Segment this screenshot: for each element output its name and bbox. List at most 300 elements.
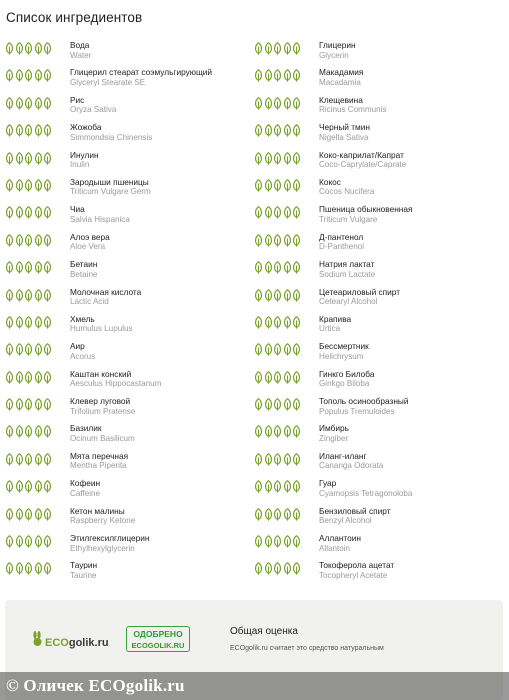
ingredient-latin-name: Glycerin: [319, 50, 349, 60]
green-leaf-icon: [264, 316, 273, 329]
ingredient-latin-name: Humulus Lupulus: [70, 324, 133, 334]
green-leaf-icon: [24, 453, 33, 466]
ingredient-row[interactable]: [254, 202, 504, 229]
ingredient-latin-name: Nigella Sativa: [319, 132, 369, 142]
green-leaf-icon: [5, 234, 14, 247]
ingredient-row[interactable]: [254, 476, 504, 503]
ingredient-row[interactable]: [254, 93, 504, 120]
green-leaf-icon: [34, 480, 43, 493]
green-leaf-icon: [254, 398, 263, 411]
green-leaf-icon: [292, 206, 301, 219]
green-leaf-icon: [15, 124, 24, 137]
ingredient-latin-name: Cetearyl Alcohol: [319, 297, 378, 307]
green-leaf-icon: [5, 453, 14, 466]
green-leaf-icon: [5, 425, 14, 438]
green-leaf-icon: [292, 371, 301, 384]
ingredient-name: Иланг-иланг: [319, 450, 367, 461]
ingredient-row[interactable]: [5, 120, 255, 147]
green-leaf-icon: [34, 152, 43, 165]
green-leaf-icon: [34, 179, 43, 192]
ingredient-row[interactable]: [5, 65, 255, 92]
ingredient-name: Имбирь: [319, 423, 349, 434]
ingredient-rating: [254, 343, 302, 356]
ingredient-name: Кокос: [319, 176, 341, 187]
ingredient-row[interactable]: [5, 394, 255, 421]
ingredient-rating: [254, 371, 302, 384]
green-leaf-icon: [34, 425, 43, 438]
green-leaf-icon: [34, 508, 43, 521]
ingredient-name: Хмель: [70, 313, 95, 324]
green-leaf-icon: [15, 234, 24, 247]
green-leaf-icon: [254, 152, 263, 165]
ingredient-latin-name: Trifolium Pratense: [70, 406, 136, 416]
ingredient-name: Зародыши пшеницы: [70, 176, 149, 187]
ecogolik-logo[interactable]: [31, 631, 109, 649]
green-leaf-icon: [15, 42, 24, 55]
green-leaf-icon: [273, 152, 282, 165]
ingredient-row[interactable]: [254, 120, 504, 147]
green-leaf-icon: [254, 343, 263, 356]
green-leaf-icon: [264, 234, 273, 247]
ingredient-name: Молочная кислота: [70, 286, 142, 297]
green-leaf-icon: [34, 398, 43, 411]
green-leaf-icon: [43, 97, 52, 110]
green-leaf-icon: [34, 316, 43, 329]
ingredient-name: Вода: [70, 40, 90, 50]
green-leaf-icon: [43, 179, 52, 192]
green-leaf-icon: [283, 453, 292, 466]
green-leaf-icon: [43, 316, 52, 329]
ingredient-rating: [254, 234, 302, 247]
green-leaf-icon: [264, 453, 273, 466]
ingredient-rating: [5, 42, 53, 55]
ingredient-rating: [254, 206, 302, 219]
green-leaf-icon: [264, 261, 273, 274]
ingredient-rating: [254, 42, 302, 55]
ingredient-name: Таурин: [70, 560, 98, 571]
ingredient-name: Базилик: [70, 423, 102, 434]
green-leaf-icon: [34, 124, 43, 137]
green-leaf-icon: [273, 343, 282, 356]
green-leaf-icon: [5, 562, 14, 575]
ingredient-row[interactable]: [254, 531, 504, 558]
ingredient-rating: [254, 535, 302, 548]
ingredient-latin-name: Ginkgo Biloba: [319, 379, 370, 389]
green-leaf-icon: [264, 535, 273, 548]
ingredient-rating: [254, 289, 302, 302]
ingredient-name: Алоэ вера: [70, 231, 110, 242]
green-leaf-icon: [254, 508, 263, 521]
green-leaf-icon: [15, 179, 24, 192]
green-leaf-icon: [292, 97, 301, 110]
ingredient-rating: [5, 289, 53, 302]
green-leaf-icon: [292, 152, 301, 165]
green-leaf-icon: [273, 398, 282, 411]
green-leaf-icon: [43, 42, 52, 55]
ingredient-name: Клевер луговой: [70, 396, 131, 407]
ingredient-row[interactable]: [5, 202, 255, 229]
ingredients-column-right: [254, 38, 504, 586]
ingredient-name: Чиа: [70, 204, 85, 215]
green-leaf-icon: [24, 371, 33, 384]
green-leaf-icon: [264, 425, 273, 438]
green-leaf-icon: [34, 535, 43, 548]
ingredient-row[interactable]: [5, 148, 255, 175]
ingredient-name: Бетаин: [70, 259, 98, 270]
green-leaf-icon: [15, 69, 24, 82]
green-leaf-icon: [34, 42, 43, 55]
ingredient-latin-name: Macadamia: [319, 77, 361, 87]
ingredient-row[interactable]: [5, 312, 255, 339]
ingredient-name: Аллантоин: [319, 533, 361, 544]
ingredient-name: Жожоба: [70, 122, 102, 133]
green-leaf-icon: [283, 124, 292, 137]
ingredient-name: Д-пантенол: [319, 231, 364, 242]
green-leaf-icon: [264, 152, 273, 165]
ingredient-row[interactable]: [5, 230, 255, 257]
green-leaf-icon: [24, 124, 33, 137]
green-leaf-icon: [283, 562, 292, 575]
ingredient-name: Кофеин: [70, 478, 101, 489]
green-leaf-icon: [15, 398, 24, 411]
green-leaf-icon: [43, 562, 52, 575]
green-leaf-icon: [34, 206, 43, 219]
green-leaf-icon: [5, 371, 14, 384]
green-leaf-icon: [254, 425, 263, 438]
ingredient-name: Каштан конский: [70, 368, 132, 379]
green-leaf-icon: [24, 343, 33, 356]
ingredient-latin-name: Lactic Acid: [70, 297, 109, 307]
ingredient-row[interactable]: [254, 394, 504, 421]
ingredient-latin-name: Mentha Piperita: [70, 461, 127, 471]
green-leaf-icon: [43, 152, 52, 165]
ingredient-rating: [254, 508, 302, 521]
green-leaf-icon: [43, 206, 52, 219]
green-leaf-icon: [273, 42, 282, 55]
ingredient-name: Инулин: [70, 149, 99, 160]
ingredient-latin-name: Ethylhexylglycerin: [70, 543, 135, 553]
ingredient-name: Глицерил стеарат соэмульгирующий: [70, 67, 213, 78]
green-leaf-icon: [292, 535, 301, 548]
ingredient-rating: [5, 398, 53, 411]
green-leaf-icon: [34, 289, 43, 302]
ingredient-row[interactable]: [5, 421, 255, 448]
ingredient-row[interactable]: [254, 285, 504, 312]
ingredient-latin-name: Triticum Vulgare: [319, 214, 378, 224]
green-leaf-icon: [34, 562, 43, 575]
badge-line-1: ОДОБРЕНО: [133, 629, 183, 639]
ingredient-latin-name: Populus Tremuloides: [319, 406, 395, 416]
green-leaf-icon: [24, 508, 33, 521]
green-leaf-icon: [292, 179, 301, 192]
ingredient-row[interactable]: [5, 38, 255, 65]
green-leaf-icon: [43, 425, 52, 438]
ingredient-rating: [5, 480, 53, 493]
green-leaf-icon: [5, 97, 14, 110]
green-leaf-icon: [292, 453, 301, 466]
green-leaf-icon: [15, 480, 24, 493]
green-leaf-icon: [264, 69, 273, 82]
green-leaf-icon: [24, 152, 33, 165]
green-leaf-icon: [254, 97, 263, 110]
ingredient-rating: [5, 206, 53, 219]
ingredient-rating: [5, 97, 53, 110]
ingredient-latin-name: Salvia Hispanica: [70, 214, 130, 224]
green-leaf-icon: [24, 97, 33, 110]
ingredient-row[interactable]: [254, 504, 504, 531]
ingredient-rating: [5, 453, 53, 466]
green-leaf-icon: [264, 42, 273, 55]
green-leaf-icon: [283, 371, 292, 384]
ingredient-rating: [5, 316, 53, 329]
ingredient-latin-name: Allantoin: [319, 543, 351, 553]
ingredient-rating: [254, 480, 302, 493]
ingredient-latin-name: Taurine: [70, 570, 97, 580]
green-leaf-icon: [15, 97, 24, 110]
ingredient-row[interactable]: [254, 175, 504, 202]
ingredient-row[interactable]: [5, 504, 255, 531]
ingredient-latin-name: Helichrysum: [319, 351, 364, 361]
ingredient-name: Коко-каприлат/Капрат: [319, 149, 404, 160]
green-leaf-icon: [15, 343, 24, 356]
ingredient-rating: [254, 425, 302, 438]
ingredient-name: Аир: [70, 341, 85, 352]
green-leaf-icon: [34, 453, 43, 466]
ingredient-rating: [254, 97, 302, 110]
ingredient-rating: [5, 535, 53, 548]
ingredient-latin-name: Inulin: [70, 160, 90, 170]
green-leaf-icon: [273, 508, 282, 521]
green-leaf-icon: [34, 343, 43, 356]
ingredient-row[interactable]: [254, 38, 504, 65]
ingredient-name: Натрия лактат: [319, 259, 375, 270]
green-leaf-icon: [292, 261, 301, 274]
green-leaf-icon: [5, 261, 14, 274]
ingredient-rating: [254, 562, 302, 575]
green-leaf-icon: [283, 179, 292, 192]
ingredient-name: Цетеариловый спирт: [319, 286, 401, 297]
green-leaf-icon: [254, 289, 263, 302]
ingredient-latin-name: Cocos Nucifera: [319, 187, 375, 197]
ingredient-name: Кетон малины: [70, 505, 125, 516]
ingredient-rating: [5, 152, 53, 165]
green-leaf-icon: [254, 562, 263, 575]
green-leaf-icon: [5, 343, 14, 356]
green-leaf-icon: [34, 69, 43, 82]
green-leaf-icon: [273, 535, 282, 548]
green-leaf-icon: [283, 152, 292, 165]
ingredient-row[interactable]: [5, 449, 255, 476]
green-leaf-icon: [283, 398, 292, 411]
green-leaf-icon: [283, 261, 292, 274]
ingredient-name: Бессмертник: [319, 341, 369, 352]
green-leaf-icon: [283, 289, 292, 302]
green-leaf-icon: [43, 398, 52, 411]
green-leaf-icon: [292, 343, 301, 356]
rabbit-icon: [31, 631, 45, 649]
ingredient-rating: [5, 179, 53, 192]
green-leaf-icon: [283, 316, 292, 329]
ingredient-latin-name: Urtica: [319, 324, 341, 334]
ingredient-rating: [5, 124, 53, 137]
ingredient-name: Крапива: [319, 313, 352, 324]
green-leaf-icon: [292, 425, 301, 438]
green-leaf-icon: [24, 480, 33, 493]
ingredient-name: Тополь осинообразный: [319, 396, 409, 407]
ingredient-row[interactable]: [5, 339, 255, 366]
green-leaf-icon: [283, 480, 292, 493]
green-leaf-icon: [15, 289, 24, 302]
green-leaf-icon: [254, 179, 263, 192]
ingredient-row[interactable]: [254, 230, 504, 257]
ingredient-latin-name: Cyamopsis Tetragonoloba: [319, 488, 413, 498]
ingredient-row[interactable]: [5, 285, 255, 312]
green-leaf-icon: [254, 69, 263, 82]
ingredient-name: Гинкго Билоба: [319, 368, 375, 379]
green-leaf-icon: [34, 261, 43, 274]
ingredient-latin-name: Ricinus Communis: [319, 105, 387, 115]
ingredient-row[interactable]: [254, 367, 504, 394]
ingredient-rating: [254, 453, 302, 466]
green-leaf-icon: [43, 261, 52, 274]
ingredient-name: Черный тмин: [319, 122, 370, 133]
ingredient-latin-name: Tocopheryl Acetate: [319, 570, 388, 580]
ingredient-name: Клещевина: [319, 94, 363, 105]
green-leaf-icon: [43, 124, 52, 137]
ingredient-row[interactable]: [254, 65, 504, 92]
ingredient-name: Мята перечная: [70, 450, 129, 461]
ingredient-rating: [5, 371, 53, 384]
green-leaf-icon: [254, 480, 263, 493]
green-leaf-icon: [15, 152, 24, 165]
ingredient-row[interactable]: [5, 257, 255, 284]
green-leaf-icon: [292, 562, 301, 575]
ingredient-rating: [254, 261, 302, 274]
ingredient-latin-name: Zingiber: [319, 433, 349, 443]
ingredient-rating: [5, 261, 53, 274]
ingredient-row[interactable]: [254, 339, 504, 366]
ingredient-rating: [254, 69, 302, 82]
green-leaf-icon: [254, 261, 263, 274]
ingredient-latin-name: Aesculus Hippocastanum: [70, 379, 162, 389]
ingredient-latin-name: Caffeine: [70, 488, 100, 498]
overall-rating-description: ECOgolik.ru считает это средство натуральным: [230, 645, 384, 652]
ingredient-row[interactable]: [5, 175, 255, 202]
green-leaf-icon: [283, 343, 292, 356]
green-leaf-icon: [43, 508, 52, 521]
green-leaf-icon: [5, 289, 14, 302]
ingredient-latin-name: Benzyl Alcohol: [319, 516, 372, 526]
green-leaf-icon: [283, 508, 292, 521]
ingredient-rating: [254, 179, 302, 192]
ingredient-row[interactable]: [5, 367, 255, 394]
green-leaf-icon: [15, 535, 24, 548]
green-leaf-icon: [43, 480, 52, 493]
green-leaf-icon: [5, 206, 14, 219]
green-leaf-icon: [43, 69, 52, 82]
green-leaf-icon: [264, 398, 273, 411]
green-leaf-icon: [292, 508, 301, 521]
ingredient-row[interactable]: [5, 93, 255, 120]
green-leaf-icon: [264, 97, 273, 110]
ingredient-rating: [254, 316, 302, 329]
badge-line-2: ECOGOLIK.RU: [131, 641, 185, 650]
green-leaf-icon: [254, 206, 263, 219]
ingredient-row[interactable]: [254, 312, 504, 339]
ingredient-latin-name: Acorus: [70, 351, 96, 361]
green-leaf-icon: [273, 97, 282, 110]
ingredient-row[interactable]: [254, 148, 504, 175]
ingredient-row[interactable]: [5, 531, 255, 558]
ingredient-rating: [5, 508, 53, 521]
ingredient-name: Глицерин: [319, 40, 356, 50]
green-leaf-icon: [43, 234, 52, 247]
ingredient-rating: [5, 425, 53, 438]
green-leaf-icon: [5, 124, 14, 137]
green-leaf-icon: [24, 535, 33, 548]
green-leaf-icon: [264, 480, 273, 493]
green-leaf-icon: [34, 234, 43, 247]
green-leaf-icon: [292, 234, 301, 247]
ingredient-rating: [254, 398, 302, 411]
green-leaf-icon: [273, 480, 282, 493]
approved-badge: [126, 626, 190, 652]
green-leaf-icon: [5, 69, 14, 82]
green-leaf-icon: [273, 261, 282, 274]
ingredient-name: Рис: [70, 94, 85, 105]
green-leaf-icon: [43, 453, 52, 466]
green-leaf-icon: [292, 42, 301, 55]
ingredient-row[interactable]: [254, 421, 504, 448]
ingredient-name: Гуар: [319, 478, 337, 489]
green-leaf-icon: [254, 42, 263, 55]
logo-text: ECOgolik.ru: [45, 637, 109, 649]
green-leaf-icon: [273, 371, 282, 384]
green-leaf-icon: [264, 206, 273, 219]
green-leaf-icon: [273, 289, 282, 302]
green-leaf-icon: [5, 179, 14, 192]
ingredient-row[interactable]: [254, 449, 504, 476]
green-leaf-icon: [283, 97, 292, 110]
green-leaf-icon: [273, 425, 282, 438]
green-leaf-icon: [264, 289, 273, 302]
green-leaf-icon: [283, 69, 292, 82]
green-leaf-icon: [43, 289, 52, 302]
green-leaf-icon: [254, 371, 263, 384]
ingredient-row[interactable]: [254, 558, 504, 585]
green-leaf-icon: [273, 453, 282, 466]
green-leaf-icon: [5, 480, 14, 493]
ingredient-name: Пшеница обыкновенная: [319, 204, 413, 215]
ingredient-rating: [5, 343, 53, 356]
green-leaf-icon: [24, 234, 33, 247]
ingredient-rating: [254, 152, 302, 165]
green-leaf-icon: [5, 508, 14, 521]
ingredient-row[interactable]: [254, 257, 504, 284]
ingredient-rating: [5, 69, 53, 82]
green-leaf-icon: [5, 535, 14, 548]
ingredient-row[interactable]: [5, 558, 255, 585]
green-leaf-icon: [24, 69, 33, 82]
green-leaf-icon: [254, 453, 263, 466]
ingredient-latin-name: Coco-Caprylate/Caprate: [319, 160, 407, 170]
green-leaf-icon: [15, 425, 24, 438]
green-leaf-icon: [254, 316, 263, 329]
green-leaf-icon: [15, 562, 24, 575]
green-leaf-icon: [5, 316, 14, 329]
ingredient-row[interactable]: [5, 476, 255, 503]
green-leaf-icon: [264, 343, 273, 356]
